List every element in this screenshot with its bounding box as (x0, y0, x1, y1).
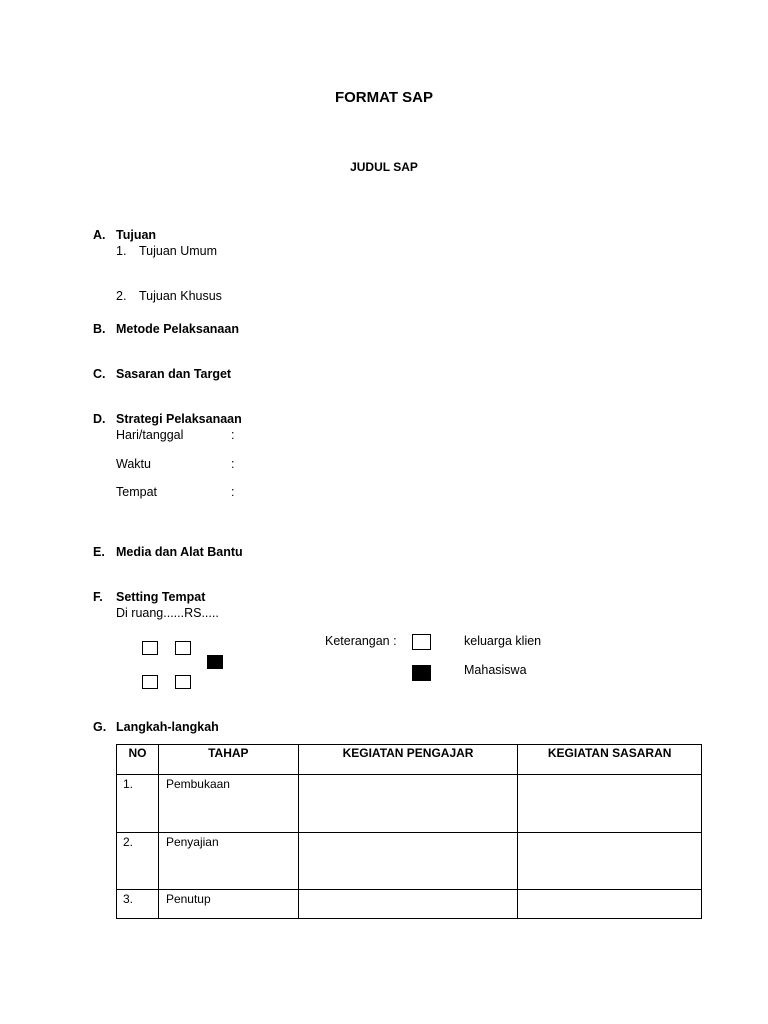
cell-kegiatan-pengajar (298, 890, 518, 919)
cell-kegiatan-pengajar (298, 775, 518, 833)
legend-item-mahasiswa: Mahasiswa (464, 663, 527, 677)
seat-empty-box-icon (142, 675, 158, 689)
section-b-heading: Metode Pelaksanaan (116, 322, 239, 336)
section-f-letter: F. (93, 590, 103, 604)
field-label-tempat: Tempat (116, 485, 157, 499)
steps-table (116, 744, 702, 919)
seat-empty-box-icon (142, 641, 158, 655)
column-header-no: NO (117, 745, 159, 775)
field-label-hari-tanggal: Hari/tanggal (116, 428, 184, 442)
seat-filled-box-icon (207, 655, 223, 669)
seat-empty-box-icon (175, 675, 191, 689)
column-header-kegiatan-pengajar: KEGIATAN PENGAJAR (298, 745, 518, 775)
section-e-heading: Media dan Alat Bantu (116, 545, 243, 559)
legend-item-keluarga-klien: keluarga klien (464, 634, 542, 648)
table-row (117, 890, 702, 919)
section-a-item-2-number: 2. (116, 289, 127, 303)
section-c-letter: C. (93, 367, 106, 381)
legend-filled-box-icon (412, 665, 431, 681)
legend-label: Keterangan : (325, 634, 397, 648)
cell-kegiatan-sasaran (518, 775, 702, 833)
table-row (117, 775, 702, 833)
cell-no: 1. (117, 775, 159, 833)
section-g-heading: Langkah-langkah (116, 720, 219, 734)
section-a-item-1-number: 1. (116, 244, 127, 258)
section-d-letter: D. (93, 412, 106, 426)
legend-empty-box-icon (412, 634, 431, 650)
section-c-heading: Sasaran dan Target (116, 367, 232, 381)
section-a-item-2-text: Tujuan Khusus (139, 289, 222, 303)
column-header-tahap: TAHAP (158, 745, 298, 775)
seat-empty-box-icon (175, 641, 191, 655)
cell-tahap: Penutup (158, 890, 298, 919)
field-colon: : (231, 428, 235, 442)
section-a-letter: A. (93, 228, 106, 242)
document-title: FORMAT SAP (334, 89, 434, 106)
cell-kegiatan-sasaran (518, 833, 702, 890)
table-row (117, 833, 702, 890)
document-subtitle: JUDUL SAP (350, 160, 418, 174)
setting-location-text: Di ruang......RS..... (116, 606, 219, 620)
section-e-letter: E. (93, 545, 105, 559)
table-header-row (117, 745, 702, 775)
column-header-kegiatan-sasaran: KEGIATAN SASARAN (518, 745, 702, 775)
cell-tahap: Pembukaan (158, 775, 298, 833)
section-f-heading: Setting Tempat (116, 590, 206, 604)
cell-kegiatan-pengajar (298, 833, 518, 890)
field-colon: : (231, 485, 235, 499)
section-a-item-1-text: Tujuan Umum (139, 244, 218, 258)
cell-kegiatan-sasaran (518, 890, 702, 919)
cell-no: 3. (117, 890, 159, 919)
field-label-waktu: Waktu (116, 457, 151, 471)
field-colon: : (231, 457, 235, 471)
cell-tahap: Penyajian (158, 833, 298, 890)
cell-no: 2. (117, 833, 159, 890)
section-b-letter: B. (93, 322, 106, 336)
section-a-heading: Tujuan (116, 228, 157, 242)
section-g-letter: G. (93, 720, 107, 734)
section-d-heading: Strategi Pelaksanaan (116, 412, 242, 426)
